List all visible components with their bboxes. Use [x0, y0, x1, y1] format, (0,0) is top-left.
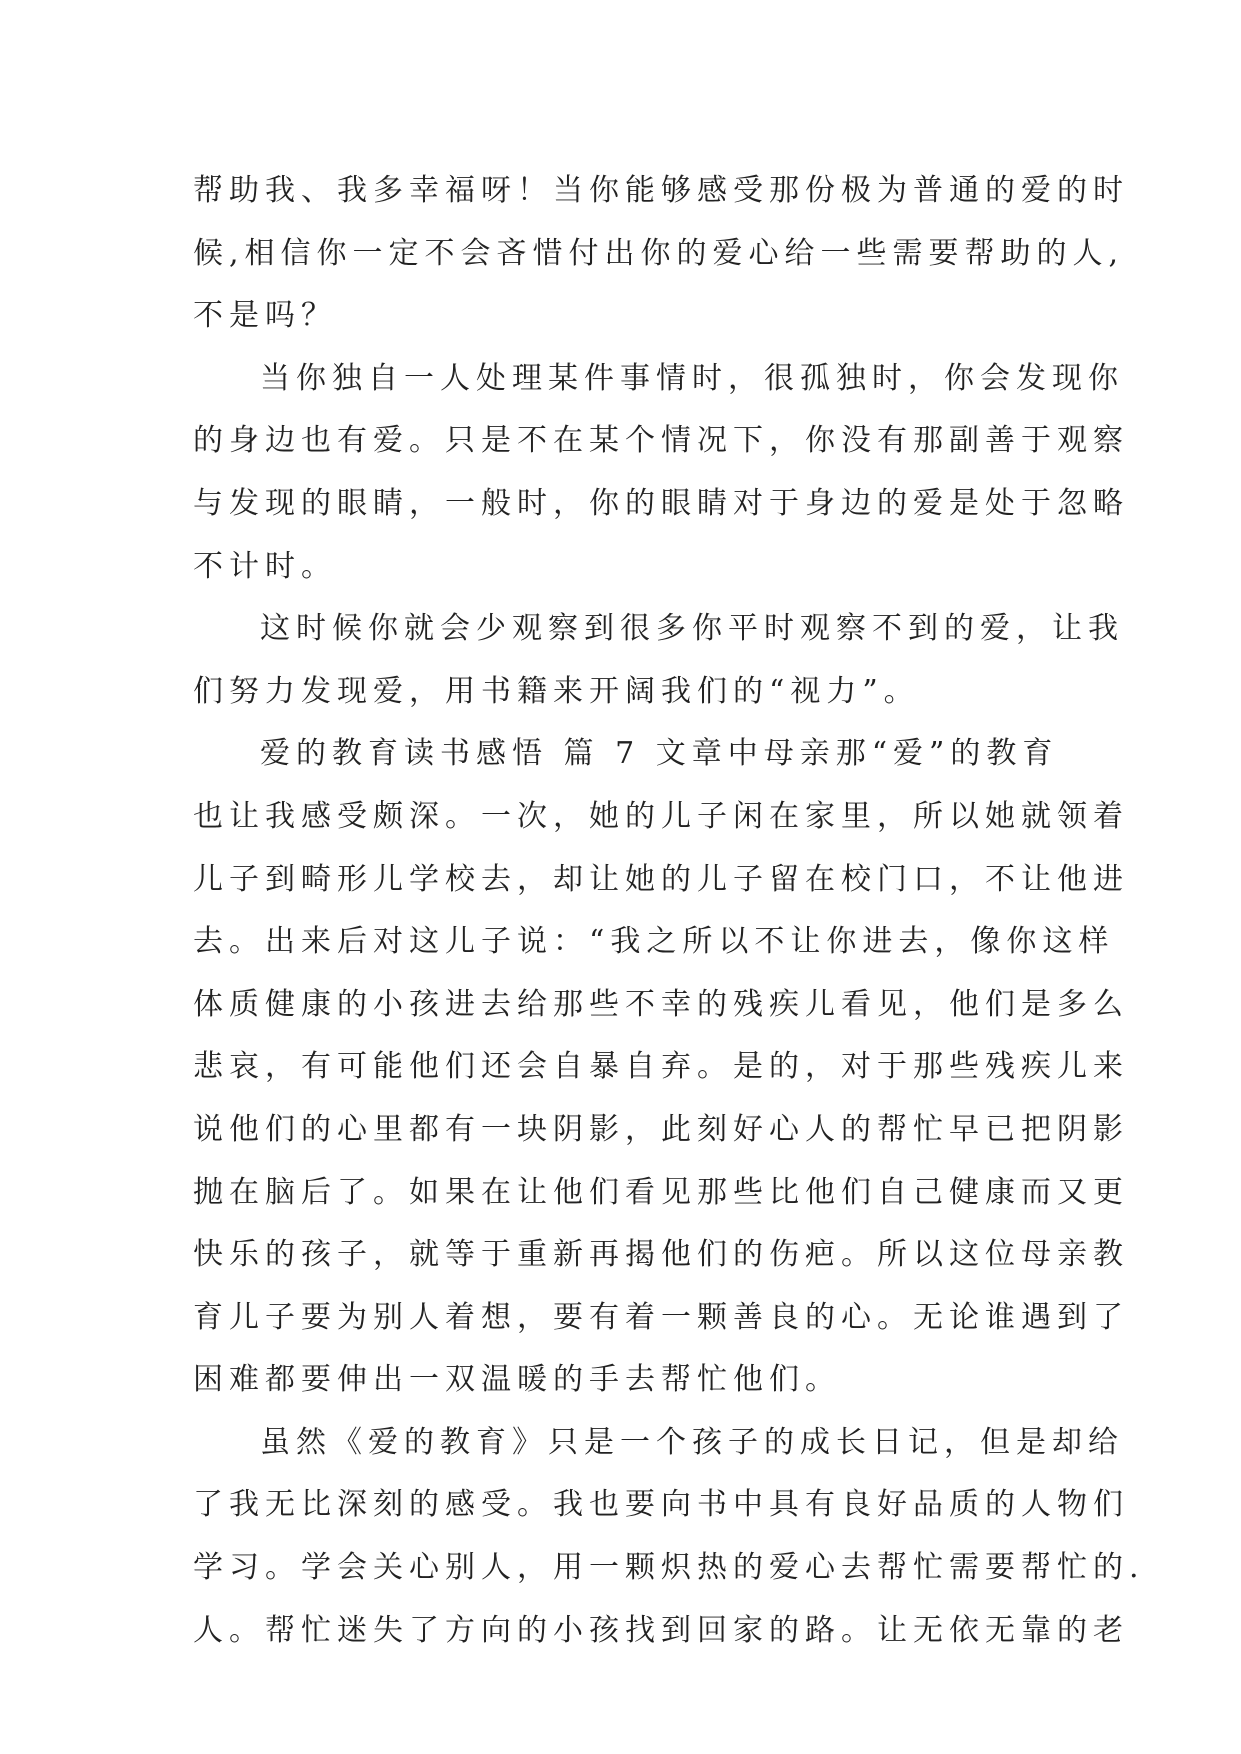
text-line: 去。出来后对这儿子说：“我之所以不让你进去，像你这样 — [193, 924, 1115, 960]
text-line: 体质健康的小孩进去给那些不幸的残疾儿看见，他们是多么 — [193, 986, 1129, 1022]
text-line: 虽然《爱的教育》只是一个孩子的成长日记，但是却给 — [260, 1424, 1124, 1460]
text-line: 悲哀，有可能他们还会自暴自弃。是的，对于那些残疾儿来 — [193, 1049, 1129, 1085]
text-line: 说他们的心里都有一块阴影，此刻好心人的帮忙早已把阴影 — [193, 1111, 1129, 1147]
text-line: 了我无比深刻的感受。我也要向书中具有良好品质的人物们 — [193, 1487, 1129, 1523]
text-line: 儿子到畸形儿学校去，却让她的儿子留在校门口，不让他进 — [193, 861, 1129, 897]
text-line: 的身边也有爱。只是不在某个情况下，你没有那副善于观察 — [193, 423, 1129, 459]
text-line: 育儿子要为别人着想，要有着一颗善良的心。无论谁遇到了 — [193, 1299, 1129, 1335]
text-line: 们努力发现爱，用书籍来开阔我们的“视力”。 — [193, 673, 920, 709]
text-line: 这时候你就会少观察到很多你平时观察不到的爱，让我 — [260, 611, 1124, 647]
text-line: 抛在脑后了。如果在让他们看见那些比他们自己健康而又更 — [193, 1174, 1129, 1210]
body-text — [193, 160, 1145, 1662]
text-line: 也让我感受颇深。一次，她的儿子闲在家里，所以她就领着 — [193, 798, 1129, 834]
text-line: 爱的教育读书感悟 篇 7 文章中母亲那“爱”的教育 — [260, 736, 1059, 772]
text-line: 人。帮忙迷失了方向的小孩找到回家的路。让无依无靠的老 — [193, 1612, 1129, 1648]
text-line: 快乐的孩子，就等于重新再揭他们的伤疤。所以这位母亲教 — [193, 1237, 1129, 1273]
text-line: 学习。学会关心别人，用一颗炽热的爱心去帮忙需要帮忙的. — [193, 1550, 1145, 1586]
text-line: 帮助我、我多幸福呀！当你能够感受那份极为普通的爱的时 — [193, 173, 1129, 208]
text-line: 困难都要伸出一双温暖的手去帮忙他们。 — [193, 1362, 841, 1398]
text-line: 不计时。 — [193, 548, 337, 584]
text-line: 与发现的眼睛，一般时，你的眼睛对于身边的爱是处于忽略 — [193, 485, 1129, 521]
text-line: 候,相信你一定不会吝惜付出你的爱心给一些需要帮助的人, — [193, 235, 1125, 271]
text-line: 不是吗？ — [193, 298, 337, 334]
text-line: 当你独自一人处理某件事情时，很孤独时，你会发现你 — [260, 360, 1124, 396]
